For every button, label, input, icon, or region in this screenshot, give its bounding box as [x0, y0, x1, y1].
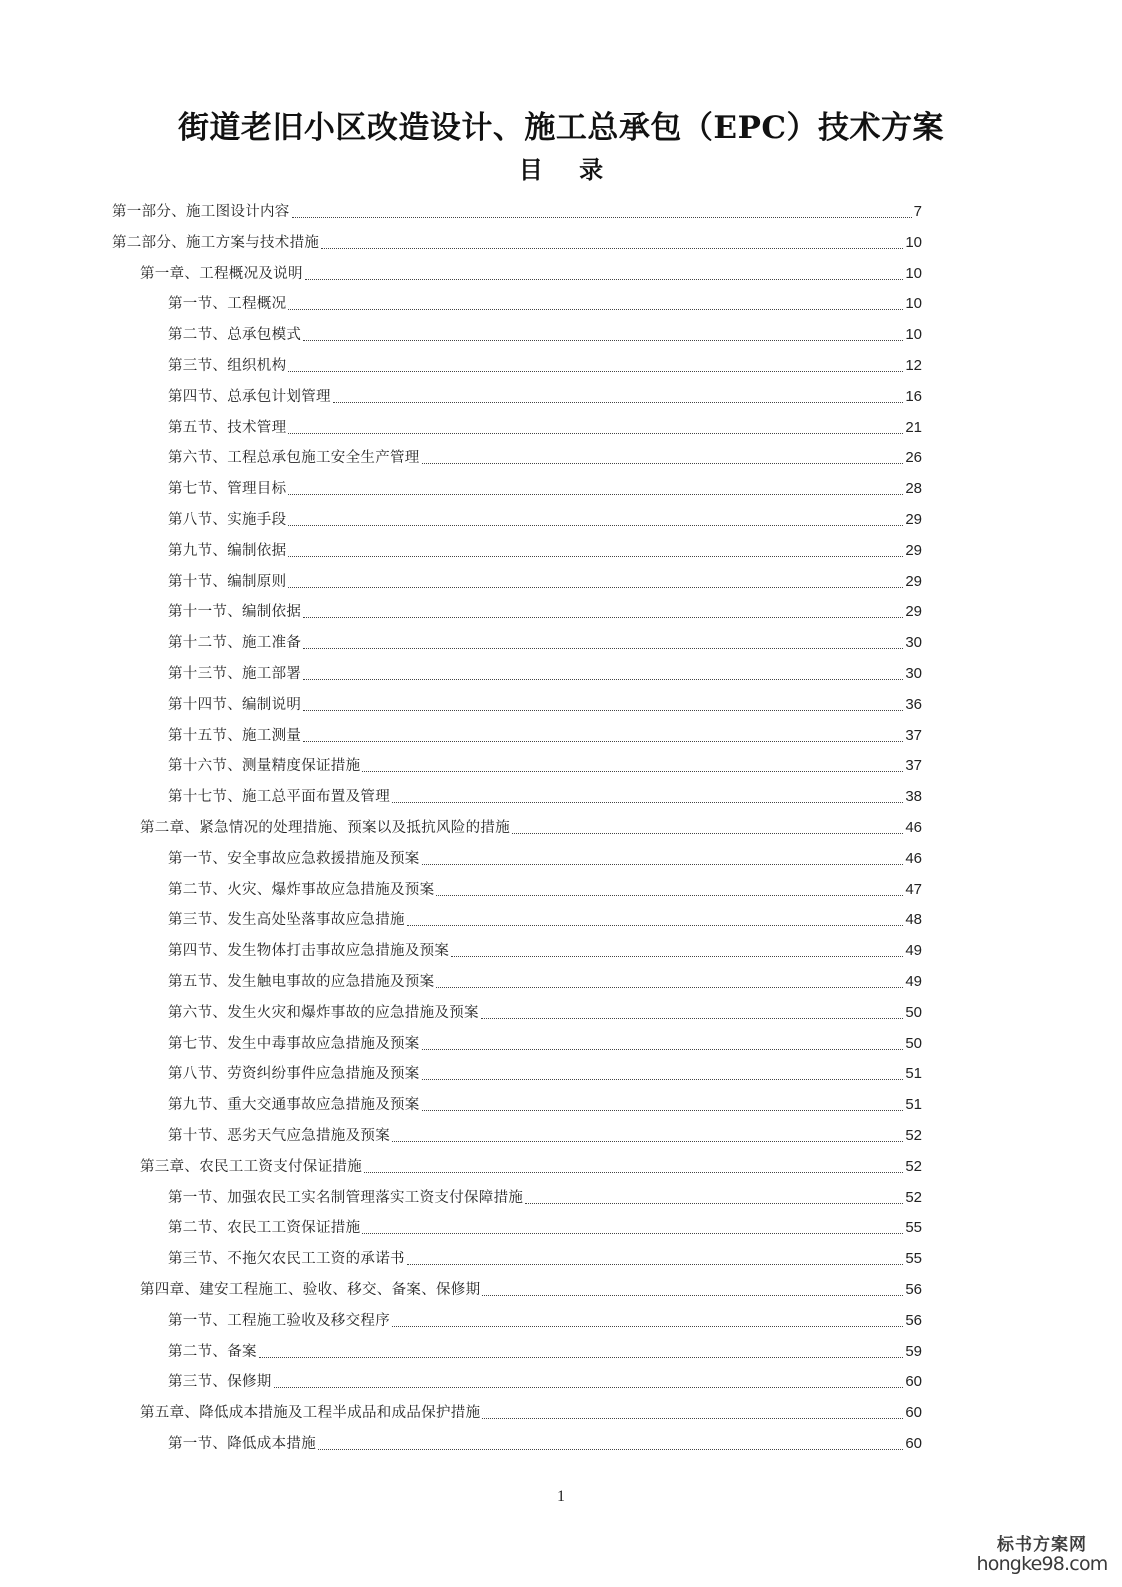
toc-entry-label: 第八节、实施手段 — [168, 512, 287, 528]
toc-entry-page: 52 — [905, 1157, 922, 1175]
toc-section-entry[interactable] — [168, 349, 922, 379]
toc-dot-leader — [407, 1264, 904, 1265]
toc-section-entry[interactable] — [168, 565, 922, 595]
toc-dot-leader — [392, 1326, 903, 1327]
toc-entry-page: 60 — [905, 1435, 922, 1452]
toc-entry-label: 第十一节、编制依据 — [168, 604, 302, 621]
toc-section-entry[interactable] — [168, 1304, 922, 1334]
toc-entry-page: 10 — [905, 264, 922, 282]
toc-entry-page: 52 — [905, 1188, 922, 1206]
toc-section-entry[interactable] — [168, 657, 922, 687]
toc-dot-leader — [303, 679, 903, 680]
toc-entry-page: 51 — [905, 1096, 922, 1114]
toc-entry-page: 29 — [905, 511, 922, 528]
toc-dot-leader — [422, 1079, 904, 1080]
toc-dot-leader — [333, 402, 904, 403]
toc-entry-label: 第九节、重大交通事故应急措施及预案 — [168, 1097, 420, 1114]
toc-dot-leader — [407, 925, 904, 926]
toc-dot-leader — [288, 556, 903, 557]
toc-dot-leader — [303, 710, 903, 711]
toc-part-entry[interactable] — [112, 226, 922, 256]
toc-entry-label: 第七节、发生中毒事故应急措施及预案 — [168, 1035, 420, 1052]
toc-entry-label: 第十二节、施工准备 — [168, 635, 302, 652]
toc-dot-leader — [292, 217, 912, 218]
toc-entry-label: 第五章、降低成本措施及工程半成品和成品保护措施 — [140, 1405, 481, 1422]
toc-entry-label: 第二节、备案 — [168, 1343, 257, 1360]
toc-entry-page: 16 — [905, 387, 922, 405]
toc-entry-label: 第十五节、施工测量 — [168, 727, 302, 744]
toc-entry-page: 46 — [905, 849, 922, 867]
toc-entry-label: 第三节、组织机构 — [168, 358, 287, 374]
toc-section-entry[interactable] — [168, 1242, 922, 1272]
toc-section-entry[interactable] — [168, 1057, 922, 1087]
toc-entry-page: 60 — [905, 1404, 922, 1422]
toc-dot-leader — [288, 494, 903, 495]
toc-entry-page: 56 — [905, 1281, 922, 1298]
toc-dot-leader — [422, 1110, 904, 1111]
toc-entry-label: 第四节、发生物体打击事故应急措施及预案 — [168, 943, 450, 960]
toc-section-entry[interactable] — [168, 996, 922, 1026]
toc-dot-leader — [451, 956, 903, 957]
toc-entry-label: 第十节、编制原则 — [168, 573, 287, 590]
toc-entry-label: 第四节、总承包计划管理 — [168, 388, 331, 405]
toc-dot-leader — [362, 771, 903, 772]
toc-entry-label: 第一节、工程概况 — [168, 296, 287, 313]
toc-entry-page: 30 — [905, 665, 922, 682]
toc-section-entry[interactable] — [168, 534, 922, 564]
toc-entry-label: 第七节、管理目标 — [168, 481, 287, 498]
toc-dot-leader — [321, 248, 903, 249]
toc-section-entry[interactable] — [168, 380, 922, 410]
toc-section-entry[interactable] — [168, 873, 922, 903]
toc-dot-leader — [274, 1387, 904, 1388]
toc-entry-label: 第十三节、施工部署 — [168, 666, 302, 682]
toc-entry-page: 10 — [905, 326, 922, 344]
toc-entry-label: 第二节、农民工工资保证措施 — [168, 1220, 361, 1237]
toc-dot-leader — [303, 741, 903, 742]
toc-section-entry[interactable] — [168, 719, 922, 749]
toc-entry-page: 7 — [913, 203, 922, 220]
toc-dot-leader — [288, 525, 903, 526]
toc-entry-label: 第九节、编制依据 — [168, 542, 287, 559]
toc-entry-label: 第一章、工程概况及说明 — [140, 265, 303, 282]
toc-section-entry[interactable] — [168, 688, 922, 718]
toc-dot-leader — [288, 433, 903, 434]
toc-entry-label: 第五节、技术管理 — [168, 419, 287, 436]
toc-entry-page: 47 — [905, 880, 922, 898]
toc-dot-leader — [392, 802, 903, 803]
toc-section-entry[interactable] — [168, 1427, 922, 1457]
toc-entry-page: 37 — [905, 757, 922, 775]
toc-section-entry[interactable] — [168, 749, 922, 779]
toc-entry-page: 26 — [905, 449, 922, 467]
toc-section-entry[interactable] — [168, 1211, 922, 1241]
toc-entry-label: 第六节、工程总承包施工安全生产管理 — [168, 450, 420, 467]
toc-dot-leader — [482, 1418, 903, 1419]
toc-chapter-entry[interactable] — [140, 1273, 922, 1303]
toc-entry-page: 56 — [905, 1311, 922, 1329]
toc-section-entry[interactable] — [168, 965, 922, 995]
toc-entry-label: 第二节、火灾、爆炸事故应急措施及预案 — [168, 881, 435, 898]
toc-entry-label: 第一部分、施工图设计内容 — [112, 204, 290, 220]
toc-section-entry[interactable] — [168, 626, 922, 656]
toc-section-entry[interactable] — [168, 287, 922, 317]
toc-dot-leader — [362, 1233, 903, 1234]
toc-entry-label: 第十四节、编制说明 — [168, 696, 302, 713]
toc-entry-page: 55 — [905, 1219, 922, 1237]
toc-section-entry[interactable] — [168, 1181, 922, 1211]
toc-dot-leader — [364, 1172, 903, 1173]
toc-dot-leader — [305, 279, 904, 280]
toc-entry-page: 46 — [905, 819, 922, 836]
toc-section-entry[interactable] — [168, 595, 922, 625]
watermark-url: hongke98.com — [976, 1553, 1108, 1575]
toc-entry-label: 第一节、加强农民工实名制管理落实工资支付保障措施 — [168, 1189, 524, 1206]
toc-entry-page: 55 — [905, 1250, 922, 1268]
toc-dot-leader — [422, 463, 904, 464]
page-number: 1 — [557, 1488, 565, 1505]
toc-dot-leader — [436, 987, 903, 988]
toc-section-entry[interactable] — [168, 842, 922, 872]
toc-entry-page: 48 — [905, 911, 922, 929]
toc-section-entry[interactable] — [168, 1335, 922, 1365]
toc-entry-label: 第三章、农民工工资支付保证措施 — [140, 1158, 362, 1175]
toc-entry-label: 第三节、不拖欠农民工工资的承诺书 — [168, 1251, 405, 1268]
toc-chapter-entry[interactable] — [140, 811, 922, 841]
toc-entry-label: 第八节、劳资纠纷事件应急措施及预案 — [168, 1066, 420, 1083]
toc-dot-leader — [512, 833, 903, 834]
toc-section-entry[interactable] — [168, 411, 922, 441]
toc-entry-label: 第二章、紧急情况的处理措施、预案以及抵抗风险的措施 — [140, 820, 510, 836]
toc-entry-page: 29 — [905, 603, 922, 621]
toc-section-entry[interactable] — [168, 903, 922, 933]
toc-entry-label: 第一节、工程施工验收及移交程序 — [168, 1312, 390, 1329]
toc-section-entry[interactable] — [168, 934, 922, 964]
toc-entry-page: 59 — [905, 1342, 922, 1360]
toc-dot-leader — [392, 1141, 903, 1142]
toc-dot-leader — [303, 648, 903, 649]
toc-chapter-entry[interactable] — [140, 1396, 922, 1426]
toc-entry-page: 10 — [905, 295, 922, 313]
toc-dot-leader — [303, 617, 903, 618]
toc-dot-leader — [318, 1449, 903, 1450]
toc-entry-label: 第三节、保修期 — [168, 1374, 272, 1391]
watermark — [972, 1537, 1112, 1574]
toc-dot-leader — [525, 1203, 903, 1204]
toc-section-entry[interactable] — [168, 1365, 922, 1395]
toc-part-entry[interactable] — [112, 195, 922, 225]
toc-dot-leader — [422, 864, 904, 865]
toc-entry-page: 50 — [905, 1003, 922, 1021]
toc-entry-label: 第二部分、施工方案与技术措施 — [112, 234, 320, 251]
toc-heading: 目 录 — [518, 155, 618, 184]
toc-entry-page: 52 — [905, 1127, 922, 1144]
toc-entry-label: 第六节、发生火灾和爆炸事故的应急措施及预案 — [168, 1004, 479, 1021]
toc-dot-leader — [259, 1357, 904, 1358]
toc-entry-label: 第十七节、施工总平面布置及管理 — [168, 789, 390, 806]
toc-entry-label: 第三节、发生高处坠落事故应急措施 — [168, 912, 405, 929]
toc-section-entry[interactable] — [168, 441, 922, 471]
watermark-site-name: 标书方案网 — [997, 1535, 1087, 1555]
toc-entry-page: 21 — [905, 418, 922, 436]
toc-dot-leader — [422, 1049, 904, 1050]
document-title: 街道老旧小区改造设计、施工总承包（EPC）技术方案 — [177, 110, 945, 146]
toc-entry-page: 29 — [905, 541, 922, 559]
toc-entry-page: 50 — [905, 1034, 922, 1052]
toc-entry-page: 49 — [905, 973, 922, 990]
toc-section-entry[interactable] — [168, 780, 922, 810]
toc-entry-page: 30 — [905, 634, 922, 652]
toc-entry-label: 第五节、发生触电事故的应急措施及预案 — [168, 974, 435, 990]
toc-entry-page: 28 — [905, 480, 922, 498]
toc-entry-page: 38 — [905, 788, 922, 806]
toc-section-entry[interactable] — [168, 1027, 922, 1057]
toc-chapter-entry[interactable] — [140, 1150, 922, 1180]
toc-section-entry[interactable] — [168, 472, 922, 502]
toc-entry-label: 第十六节、测量精度保证措施 — [168, 758, 361, 775]
toc-entry-label: 第四章、建安工程施工、验收、移交、备案、保修期 — [140, 1282, 481, 1298]
toc-entry-label: 第一节、安全事故应急救援措施及预案 — [168, 850, 420, 867]
toc-entry-page: 12 — [905, 357, 922, 374]
toc-entry-page: 49 — [905, 942, 922, 960]
toc-dot-leader — [436, 895, 903, 896]
toc-entry-page: 37 — [905, 726, 922, 744]
toc-entry-label: 第二节、总承包模式 — [168, 327, 302, 344]
toc-dot-leader — [481, 1018, 904, 1019]
toc-section-entry[interactable] — [168, 503, 922, 533]
toc-entry-page: 29 — [905, 572, 922, 590]
toc-chapter-entry[interactable] — [140, 257, 922, 287]
toc-section-entry[interactable] — [168, 318, 922, 348]
toc-entry-page: 51 — [905, 1065, 922, 1083]
toc-dot-leader — [482, 1295, 903, 1296]
toc-entry-page: 60 — [905, 1373, 922, 1391]
toc-section-entry[interactable] — [168, 1088, 922, 1118]
toc-entry-label: 第十节、恶劣天气应急措施及预案 — [168, 1128, 390, 1144]
toc-dot-leader — [303, 340, 903, 341]
toc-entry-page: 36 — [905, 695, 922, 713]
toc-dot-leader — [288, 371, 903, 372]
toc-dot-leader — [288, 587, 903, 588]
toc-section-entry[interactable] — [168, 1119, 922, 1149]
toc-entry-label: 第一节、降低成本措施 — [168, 1436, 316, 1452]
toc-entry-page: 10 — [905, 233, 922, 251]
toc-dot-leader — [288, 309, 903, 310]
